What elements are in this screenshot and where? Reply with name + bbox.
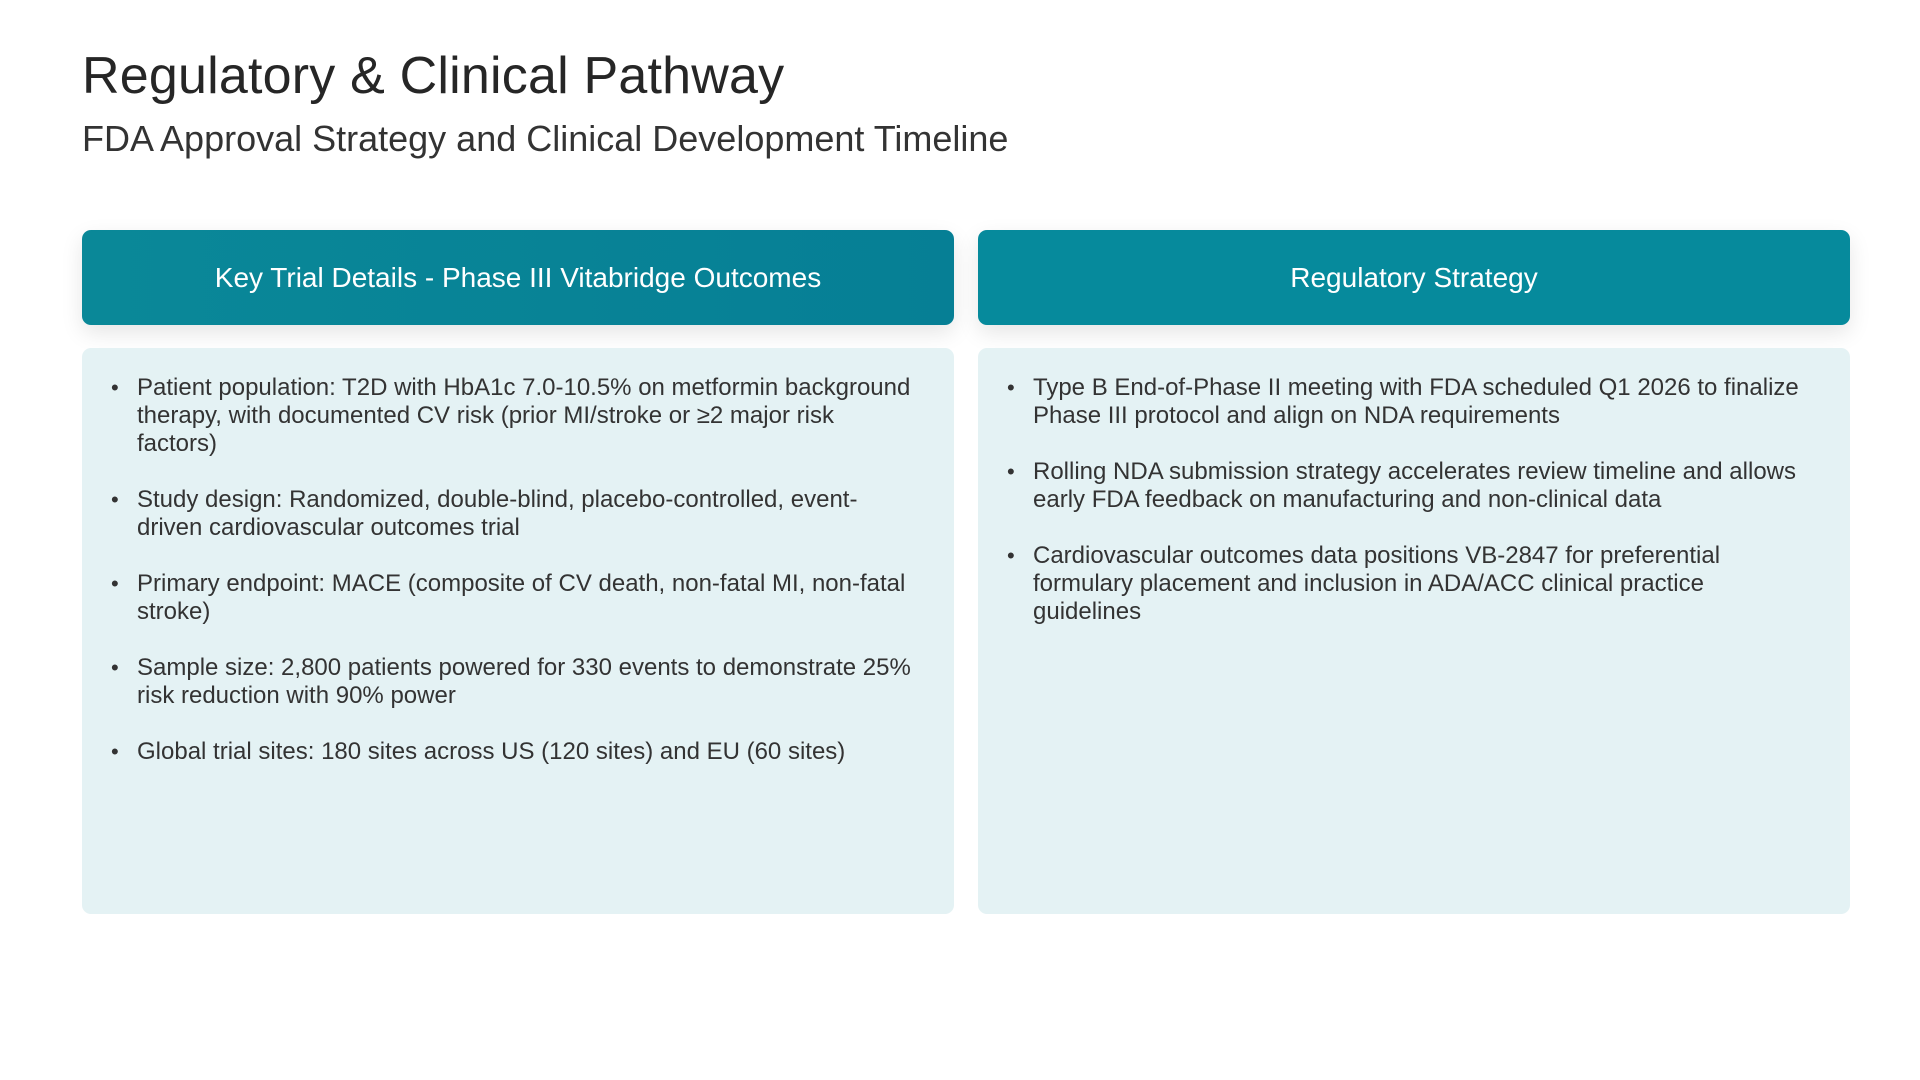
bullet-icon: • [111, 375, 119, 400]
regulatory-strategy-list [1007, 374, 1810, 626]
page-subtitle: FDA Approval Strategy and Clinical Development Timeline [82, 118, 1009, 159]
page-title: Regulatory & Clinical Pathway [82, 47, 785, 105]
list-item [111, 486, 914, 542]
list-item [1007, 542, 1810, 626]
list-item-text: Type B End-of-Phase II meeting with FDA scheduled Q1 2026 to finalize Phase III protocol and align on NDA requirements [1033, 374, 1799, 429]
bullet-icon: • [1007, 459, 1015, 484]
trial-details-body [82, 348, 954, 914]
list-item-text: Rolling NDA submission strategy accelerates review timeline and allows early FDA feedback on manufacturing and non-clinical data [1033, 458, 1796, 513]
list-item-text: Primary endpoint: MACE (composite of CV death, non-fatal MI, non-fatal stroke) [137, 570, 906, 625]
list-item [111, 654, 914, 710]
list-item-text: Patient population: T2D with HbA1c 7.0-10.5% on metformin background therapy, with documented CV risk (prior MI/stroke or ≥2 major risk factors) [137, 374, 911, 457]
bullet-icon: • [1007, 375, 1015, 400]
bullet-icon: • [111, 487, 119, 512]
list-item [111, 570, 914, 626]
trial-details-panel [82, 230, 954, 914]
list-item [111, 374, 914, 458]
bullet-icon: • [111, 571, 119, 596]
list-item [1007, 458, 1810, 514]
regulatory-strategy-body [978, 348, 1850, 914]
list-item-text: Study design: Randomized, double-blind, placebo-controlled, event-driven cardiovascular outcomes trial [137, 486, 858, 541]
regulatory-strategy-header: Regulatory Strategy [978, 230, 1850, 325]
bullet-icon: • [1007, 543, 1015, 568]
list-item [111, 738, 914, 766]
trial-details-list [111, 374, 914, 766]
bullet-icon: • [111, 655, 119, 680]
list-item-text: Global trial sites: 180 sites across US (120 sites) and EU (60 sites) [137, 738, 846, 765]
bullet-icon: • [111, 739, 119, 764]
list-item-text: Sample size: 2,800 patients powered for 330 events to demonstrate 25% risk reduction with 90% power [137, 654, 911, 709]
list-item-text: Cardiovascular outcomes data positions VB-2847 for preferential formulary placement and inclusion in ADA/ACC clinical practice guidelines [1033, 542, 1721, 625]
list-item [1007, 374, 1810, 430]
regulatory-strategy-panel [978, 230, 1850, 914]
trial-details-header: Key Trial Details - Phase III Vitabridge Outcomes [82, 230, 954, 325]
